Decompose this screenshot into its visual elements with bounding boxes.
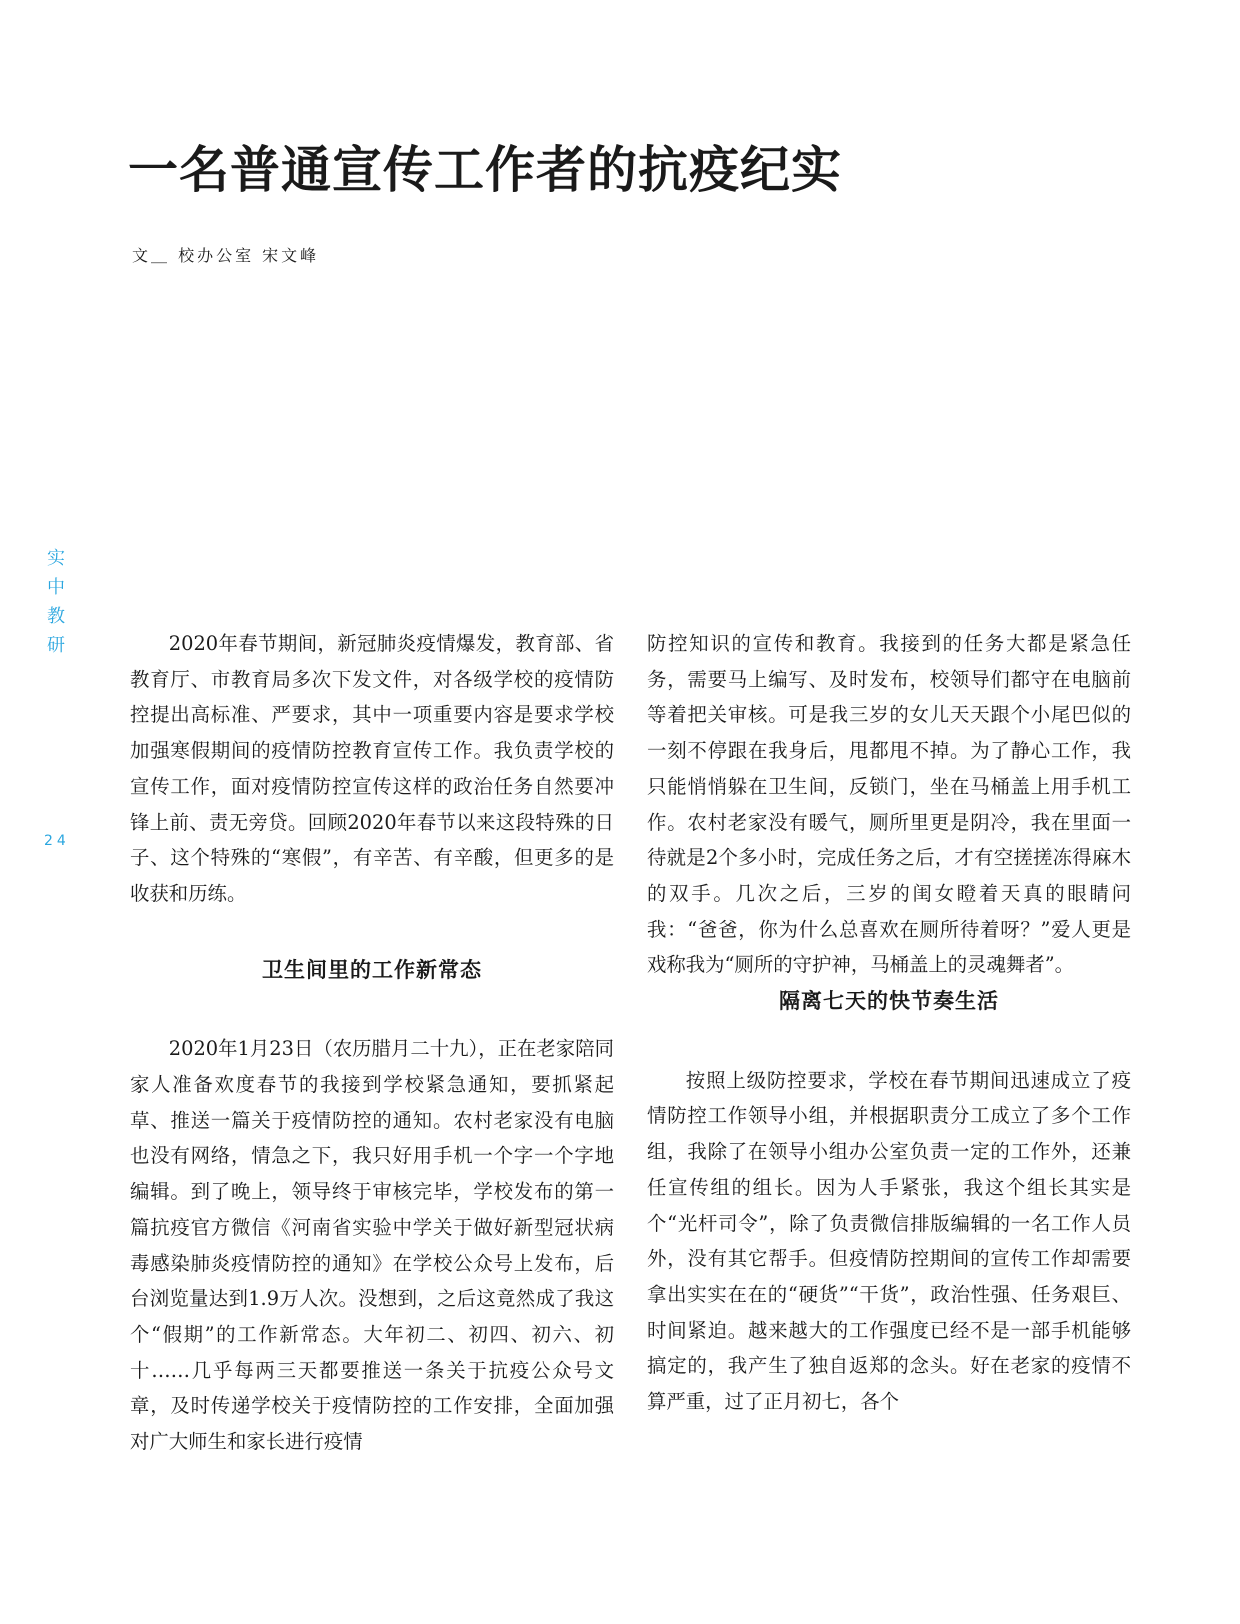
left-column: [130, 626, 614, 1460]
side-label-char: 中: [47, 577, 65, 598]
journal-side-label: [44, 544, 68, 660]
article-title: 一名普通宣传工作者的抗疫纪实: [128, 140, 842, 199]
side-label-char: 研: [47, 635, 65, 656]
section-heading-quarantine: 隔离七天的快节奏生活: [779, 988, 999, 1014]
section1-paragraph: 2020年1月23日（农历腊月二十九），正在老家陪同家人准备欢度春节的我接到学校紧急通知，要抓紧起草、推送一篇关于疫情防控的通知。农村老家没有电脑也没有网络，情急之下，我只好用手机一个字一个字地编辑。到了晚上，领导终于审核完毕，学校发布的第一篇抗疫官方微信《河南省实验中学关于做好新型冠状病毒感染肺炎疫情防控的通知》在学校公众号上发布，后台浏览量达到1.9万人次。没想到，之后这竟然成了我这个“假期”的工作新常态。大年初二、初四、初六、初十……几乎每两三天都要推送一条关于抗疫公众号文章，及时传递学校关于疫情防控的工作安排，全面加强对广大师生和家长进行疫情: [130, 1037, 614, 1454]
page-number: 24: [44, 833, 70, 849]
right-column: [647, 626, 1131, 1420]
side-label-char: 教: [47, 606, 65, 627]
intro-paragraph: 2020年春节期间，新冠肺炎疫情爆发，教育部、省教育厅、市教育局多次下发文件，对各级学校的疫情防控提出高标准、严要求，其中一项重要内容是要求学校加强寒假期间的疫情防控教育宣传工作。我负责学校的宣传工作，面对疫情防控宣传这样的政治任务自然要冲锋上前、责无旁贷。回顾2020年春节以来这段特殊的日子、这个特殊的“寒假”，有辛苦、有辛酸，但更多的是收获和历练。: [130, 632, 614, 905]
side-label-char: 实: [47, 548, 65, 569]
section-heading-washroom: 卫生间里的工作新常态: [262, 956, 482, 982]
continued-paragraph: 防控知识的宣传和教育。我接到的任务大都是紧急任务，需要马上编写、及时发布，校领导们都守在电脑前等着把关审核。可是我三岁的女儿天天跟个小尾巴似的一刻不停跟在我身后，甩都甩不掉。为了静心工作，我只能悄悄躲在卫生间，反锁门，坐在马桶盖上用手机工作。农村老家没有暖气，厕所里更是阴冷，我在里面一待就是2个多小时，完成任务之后，才有空搓搓冻得麻木的双手。几次之后，三岁的闺女瞪着天真的眼睛问我：“爸爸，你为什么总喜欢在厕所待着呀？”爱人更是戏称我为“厕所的守护神，马桶盖上的灵魂舞者”。: [647, 632, 1131, 977]
section2-paragraph: 按照上级防控要求，学校在春节期间迅速成立了疫情防控工作领导小组，并根据职责分工成立了多个工作组，我除了在领导小组办公室负责一定的工作外，还兼任宣传组的组长。因为人手紧张，我这个组长其实是个“光杆司令”，除了负责微信排版编辑的一名工作人员外，没有其它帮手。但疫情防控期间的宣传工作却需要拿出实实在在的“硬货”“干货”，政治性强、任务艰巨、时间紧迫。越来越大的工作强度已经不是一部手机能够搞定的，我产生了独自返郑的念头。好在老家的疫情不算严重，过了正月初七，各个: [647, 1068, 1131, 1414]
article-byline: 文＿ 校办公室 宋文峰: [132, 246, 320, 265]
